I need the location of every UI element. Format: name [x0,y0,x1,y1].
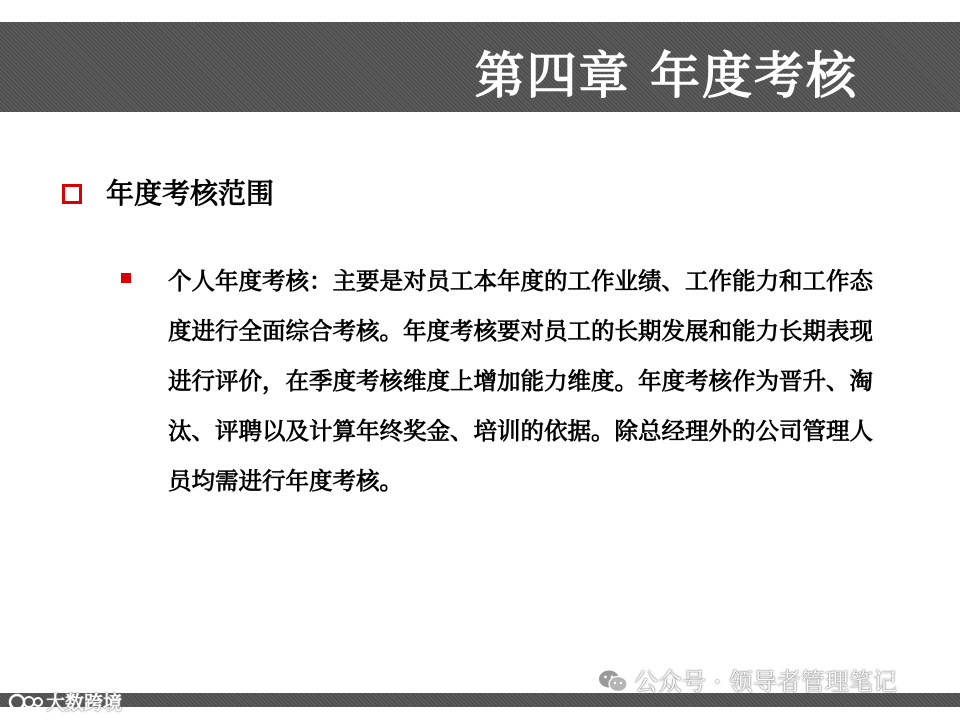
filled-square-bullet-icon [121,273,131,283]
content-paragraph: 个人年度考核：主要是对员工本年度的工作业绩、工作能力和工作态度进行全面综合考核。年度考核要对员工的长期发展和能力长期表现进行评价，在季度考核维度上增加能力维度。年度考核作为晋升、淘汰、评聘以及计算年终奖金、培训的依据。除总经理外的公司管理人员均需进行年度考核。 [168,267,873,495]
brand-watermark: 大数跨境 [46,692,123,714]
hollow-square-bullet-icon [62,184,82,204]
page-title: 第四章 年度考核 [474,47,858,105]
account-watermark: 公众号 · 领导者管理笔记 [634,668,897,696]
wechat-icon [598,668,628,694]
section-heading: 年度考核范围 [106,177,275,210]
brand-logo-icon [8,690,44,714]
